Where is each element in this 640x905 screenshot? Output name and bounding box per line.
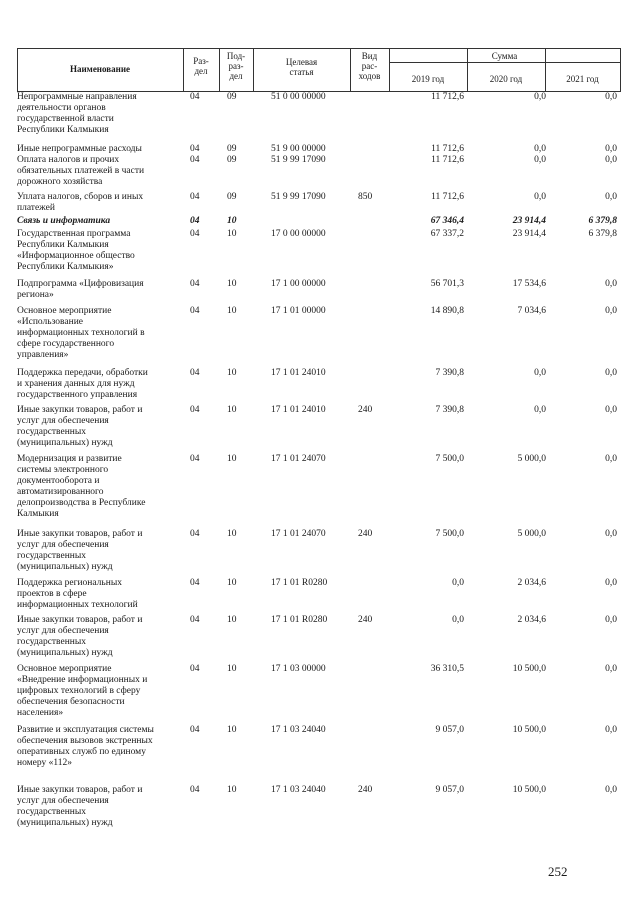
cell-name: Государственная программа Республики Калмыкия «Информационное общество Республики Калмыкия» xyxy=(17,229,135,272)
cell-razd: 04 xyxy=(190,144,200,154)
budget-table xyxy=(17,48,621,828)
cell-y2021: 0,0 xyxy=(605,615,617,625)
cell-y2019: 36 310,5 xyxy=(430,664,464,674)
cell-razd: 04 xyxy=(190,306,200,316)
cell-pod: 10 xyxy=(227,279,237,289)
cell-y2019: 9 057,0 xyxy=(435,725,464,735)
cell-y2019: 11 712,6 xyxy=(431,192,464,202)
cell-y2020: 10 500,0 xyxy=(512,785,546,795)
cell-pod: 10 xyxy=(227,578,237,588)
cell-y2021: 0,0 xyxy=(605,368,617,378)
cell-y2020: 0,0 xyxy=(534,155,546,165)
cell-y2020: 5 000,0 xyxy=(517,529,546,539)
cell-y2021: 6 379,8 xyxy=(588,229,617,239)
cell-cel: 51 9 99 17090 xyxy=(271,192,326,202)
cell-y2019: 0,0 xyxy=(452,615,464,625)
cell-y2020: 0,0 xyxy=(534,92,546,102)
cell-pod: 10 xyxy=(227,615,237,625)
header-2021: 2021 год xyxy=(566,74,599,84)
cell-y2020: 2 034,6 xyxy=(517,578,546,588)
cell-y2019: 9 057,0 xyxy=(435,785,464,795)
cell-razd: 04 xyxy=(190,615,200,625)
header-2020: 2020 год xyxy=(489,74,523,84)
cell-razd: 04 xyxy=(190,155,200,165)
cell-y2020: 10 500,0 xyxy=(512,725,546,735)
cell-razd: 04 xyxy=(190,405,200,415)
cell-vid: 240 xyxy=(358,615,373,625)
cell-cel: 17 1 01 24070 xyxy=(271,529,326,539)
cell-cel: 17 1 01 R0280 xyxy=(271,578,328,588)
cell-cel: 17 1 03 00000 xyxy=(271,664,326,674)
cell-pod: 09 xyxy=(227,192,237,202)
cell-pod: 10 xyxy=(227,529,237,539)
cell-y2020: 0,0 xyxy=(534,405,546,415)
cell-y2020: 0,0 xyxy=(534,192,546,202)
cell-razd: 04 xyxy=(190,529,200,539)
cell-pod: 10 xyxy=(227,725,237,735)
cell-pod: 10 xyxy=(227,664,237,674)
cell-pod: 10 xyxy=(227,229,237,239)
cell-pod: 10 xyxy=(227,785,237,795)
cell-cel: 51 9 00 00000 xyxy=(271,144,326,154)
cell-y2021: 0,0 xyxy=(605,155,617,165)
cell-cel: 17 1 01 24010 xyxy=(271,368,326,378)
cell-pod: 10 xyxy=(227,405,237,415)
cell-y2019: 7 390,8 xyxy=(435,368,464,378)
cell-pod: 09 xyxy=(227,155,237,165)
cell-y2019: 67 346,4 xyxy=(430,216,464,226)
cell-razd: 04 xyxy=(190,279,200,289)
cell-razd: 04 xyxy=(190,785,200,795)
cell-razd: 04 xyxy=(190,229,200,239)
cell-vid: 240 xyxy=(358,785,373,795)
cell-cel: 17 1 01 24010 xyxy=(271,405,326,415)
cell-vid: 850 xyxy=(358,192,373,202)
cell-razd: 04 xyxy=(190,578,200,588)
cell-y2020: 5 000,0 xyxy=(517,454,546,464)
cell-name: Основное мероприятие «Использование информационных технологий в сфере государственного управления» xyxy=(17,306,145,360)
cell-razd: 04 xyxy=(190,92,200,102)
cell-y2021: 0,0 xyxy=(605,578,617,588)
cell-razd: 04 xyxy=(190,216,200,226)
cell-name: Иные закупки товаров, работ и услуг для обеспечения государственных (муниципальных) нужд xyxy=(17,529,143,572)
cell-y2021: 6 379,8 xyxy=(588,216,617,226)
cell-y2020: 23 914,4 xyxy=(512,229,546,239)
cell-y2021: 0,0 xyxy=(605,279,617,289)
cell-name: Уплата налогов, сборов и иных платежей xyxy=(17,192,144,213)
header-summa: Сумма xyxy=(491,51,518,61)
cell-y2021: 0,0 xyxy=(605,529,617,539)
table-header xyxy=(17,48,621,92)
cell-y2019: 7 390,8 xyxy=(435,405,464,415)
cell-cel: 17 1 00 00000 xyxy=(271,279,326,289)
cell-y2021: 0,0 xyxy=(605,454,617,464)
cell-y2020: 7 034,6 xyxy=(517,306,546,316)
cell-name: Связь и информатика xyxy=(17,216,111,226)
cell-razd: 04 xyxy=(190,725,200,735)
cell-y2019: 11 712,6 xyxy=(431,92,464,102)
cell-razd: 04 xyxy=(190,192,200,202)
cell-cel: 17 1 03 24040 xyxy=(271,725,326,735)
cell-y2021: 0,0 xyxy=(605,725,617,735)
cell-name: Поддержка передачи, обработки и хранения данных для нужд государственного управления xyxy=(17,368,148,400)
cell-razd: 04 xyxy=(190,664,200,674)
cell-y2019: 11 712,6 xyxy=(431,144,464,154)
cell-y2020: 0,0 xyxy=(534,368,546,378)
cell-name: Основное мероприятие «Внедрение информационных и цифровых технологий в сферу обеспечения безопасности населения» xyxy=(17,664,148,718)
cell-name: Иные закупки товаров, работ и услуг для обеспечения государственных (муниципальных) нужд xyxy=(17,615,143,658)
header-name: Наименование xyxy=(70,64,130,74)
cell-y2020: 23 914,4 xyxy=(512,216,546,226)
cell-y2020: 2 034,6 xyxy=(517,615,546,625)
cell-y2021: 0,0 xyxy=(605,785,617,795)
cell-y2021: 0,0 xyxy=(605,192,617,202)
cell-y2019: 67 337,2 xyxy=(430,229,464,239)
header-2019: 2019 год xyxy=(411,74,445,84)
header-podrazdel: Под- раз- дел xyxy=(226,51,246,81)
cell-name: Оплата налогов и прочих обязательных платежей в части дорожного хозяйства xyxy=(17,155,145,187)
cell-pod: 10 xyxy=(227,454,237,464)
cell-pod: 09 xyxy=(227,144,237,154)
cell-y2021: 0,0 xyxy=(605,144,617,154)
cell-pod: 10 xyxy=(227,306,237,316)
cell-name: Подпрограмма «Цифровизация региона» xyxy=(17,279,144,300)
header-vid: Вид рас- ходов xyxy=(358,51,381,81)
cell-vid: 240 xyxy=(358,405,373,415)
cell-pod: 09 xyxy=(227,92,237,102)
cell-cel: 17 1 01 R0280 xyxy=(271,615,328,625)
cell-name: Поддержка региональных проектов в сфере информационных технологий xyxy=(17,578,138,610)
cell-y2021: 0,0 xyxy=(605,664,617,674)
cell-pod: 10 xyxy=(227,216,237,226)
cell-y2019: 56 701,3 xyxy=(430,279,464,289)
cell-y2020: 17 534,6 xyxy=(512,279,546,289)
cell-razd: 04 xyxy=(190,368,200,378)
cell-y2020: 0,0 xyxy=(534,144,546,154)
cell-name: Модернизация и развитие системы электронного документооборота и автоматизированного делопроизводства в Республике Калмыкия xyxy=(17,454,146,519)
cell-y2020: 10 500,0 xyxy=(512,664,546,674)
cell-cel: 17 1 01 00000 xyxy=(271,306,326,316)
cell-cel: 51 0 00 00000 xyxy=(271,92,326,102)
cell-y2019: 0,0 xyxy=(452,578,464,588)
cell-name: Иные непрограммные расходы xyxy=(17,144,142,154)
cell-cel: 17 1 03 24040 xyxy=(271,785,326,795)
cell-cel: 17 0 00 00000 xyxy=(271,229,326,239)
cell-cel: 51 9 99 17090 xyxy=(271,155,326,165)
cell-vid: 240 xyxy=(358,529,373,539)
page-number: 252 xyxy=(548,864,568,879)
cell-cel: 17 1 01 24070 xyxy=(271,454,326,464)
cell-name: Иные закупки товаров, работ и услуг для обеспечения государственных (муниципальных) нужд xyxy=(17,785,143,828)
cell-pod: 10 xyxy=(227,368,237,378)
cell-y2019: 7 500,0 xyxy=(435,529,464,539)
header-razdel: Раз- дел xyxy=(193,56,209,76)
cell-razd: 04 xyxy=(190,454,200,464)
cell-name: Развитие и эксплуатация системы обеспечения вызовов экстренных оперативных служб по единому номеру «112» xyxy=(17,725,154,768)
cell-y2019: 14 890,8 xyxy=(430,306,464,316)
cell-y2019: 11 712,6 xyxy=(431,155,464,165)
cell-y2021: 0,0 xyxy=(605,306,617,316)
cell-y2019: 7 500,0 xyxy=(435,454,464,464)
cell-y2021: 0,0 xyxy=(605,405,617,415)
header-celevaya: Целевая статья xyxy=(285,57,318,77)
cell-y2021: 0,0 xyxy=(605,92,617,102)
cell-name: Непрограммные направления деятельности органов государственной власти Республики Калмыкия xyxy=(17,92,137,135)
cell-name: Иные закупки товаров, работ и услуг для обеспечения государственных (муниципальных) нужд xyxy=(17,405,143,448)
